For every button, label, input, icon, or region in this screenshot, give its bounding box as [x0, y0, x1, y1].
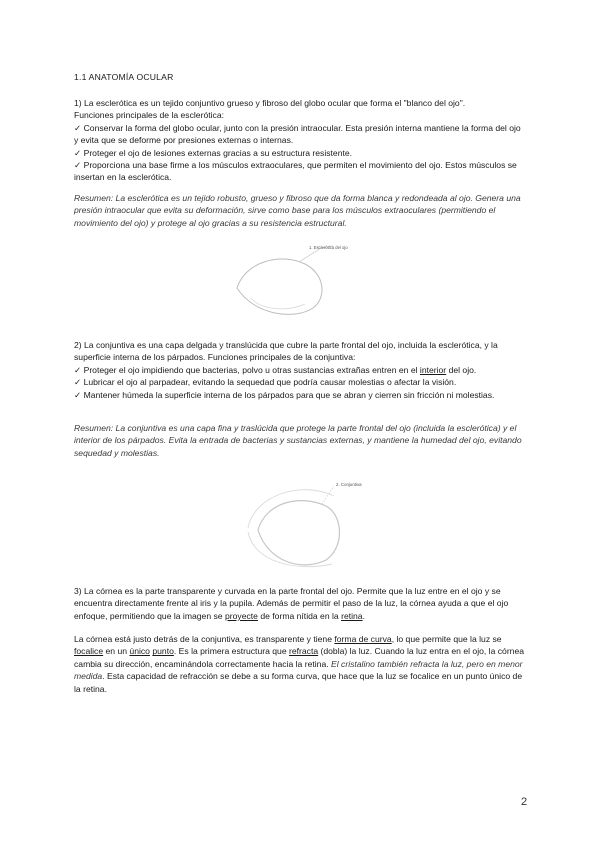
sclera-function-item: ✓ Proteger el ojo de lesiones externas gracias a su estructura resistente.	[74, 147, 353, 158]
sclera-functions-title: Funciones principales de la esclerótica:	[74, 110, 224, 121]
section-heading: 1.1 ANATOMÍA OCULAR	[74, 72, 174, 82]
conjunctiva-intro: 2) La conjuntiva es una capa delgada y translúcida que cubre la parte frontal del ojo, incluida la esclerótica, y la superficie interna de los párpados. Funciones principales de la conjuntiva:	[74, 340, 498, 363]
sclera-function-item: ✓ Proporciona una base firme a los músculos extraoculares, que permiten el movimiento del ojo. Estos músculos se insertan en la esclerótica.	[74, 160, 517, 183]
conjunctiva-function-item: ✓ Lubricar el ojo al parpadear, evitando la sequedad que podría causar molestias o afectar la visión.	[74, 377, 457, 388]
sclera-summary: Resumen: La esclerótica es un tejido robusto, grueso y fibroso que da forma blanca y redondeada al ojo. Genera una presión intraocular que evita su deformación, sirve como base para los músculos extraoculares (permitiendo el movimiento del ojo) y protege al ojo gracias a su resistencia estructural.	[74, 193, 521, 228]
sclera-section	[74, 97, 526, 184]
conjunctiva-section	[74, 339, 526, 401]
sclera-intro: 1) La esclerótica es un tejido conjuntivo grueso y fibroso del globo ocular que forma el "blanco del ojo".	[74, 98, 466, 108]
sclera-figure	[225, 240, 365, 318]
conjunctiva-figure	[240, 476, 380, 574]
conjunctiva-figure-label: 2. Conjuntiva	[336, 482, 362, 487]
conjunctiva-summary: Resumen: La conjuntiva es una capa fina y traslúcida que protege la parte frontal del ojo (incluida la esclerótica) y el interior de los párpados. Evita la entrada de bacterias y sustancias externas, y mantiene la humedad del ojo, evitando sequedad y molestias.	[74, 423, 522, 458]
conjunctiva-function-item: ✓ Proteger el ojo impidiendo que bacterias, polvo u otras sustancias extrañas entren en el interior del ojo.	[74, 364, 477, 375]
cornea-paragraph-2: La córnea está justo detrás de la conjuntiva, es transparente y tiene forma de curva, lo que permite que la luz se focalice en un único punto. Es la primera estructura que refracta (dobla) la luz. Cuando la luz entra en el ojo, la córnea cambia su dirección, encaminándola correctamente hacia la retina. El cristalino también refracta la luz, pero en menor medida. Esta capacidad de refracción se debe a su forma curva, que hace que la luz se focalice en un punto único de la retina.	[74, 634, 525, 694]
sclera-figure-label: 1. Esclerótica del ojo	[309, 245, 348, 250]
cornea-paragraph-1: 3) La córnea es la parte transparente y curvada en la parte frontal del ojo. Permite que la luz entre en el ojo y se encuentra directamente frente al iris y la pupila. Además de permitir el paso de la luz, la córnea ayuda a que el ojo enfoque, permitiendo que la imagen se proyecte de forma nítida en la retina.	[74, 586, 509, 621]
page-number: 2	[521, 796, 528, 808]
conjunctiva-function-item: ✓ Mantener húmeda la superficie interna de los párpados para que se abran y cierren sin fricción ni molestias.	[74, 389, 495, 400]
sclera-function-item: ✓ Conservar la forma del globo ocular, junto con la presión intraocular. Esta presión interna mantiene la forma del ojo y evita que se deforme por presiones externas o internas.	[74, 122, 521, 146]
